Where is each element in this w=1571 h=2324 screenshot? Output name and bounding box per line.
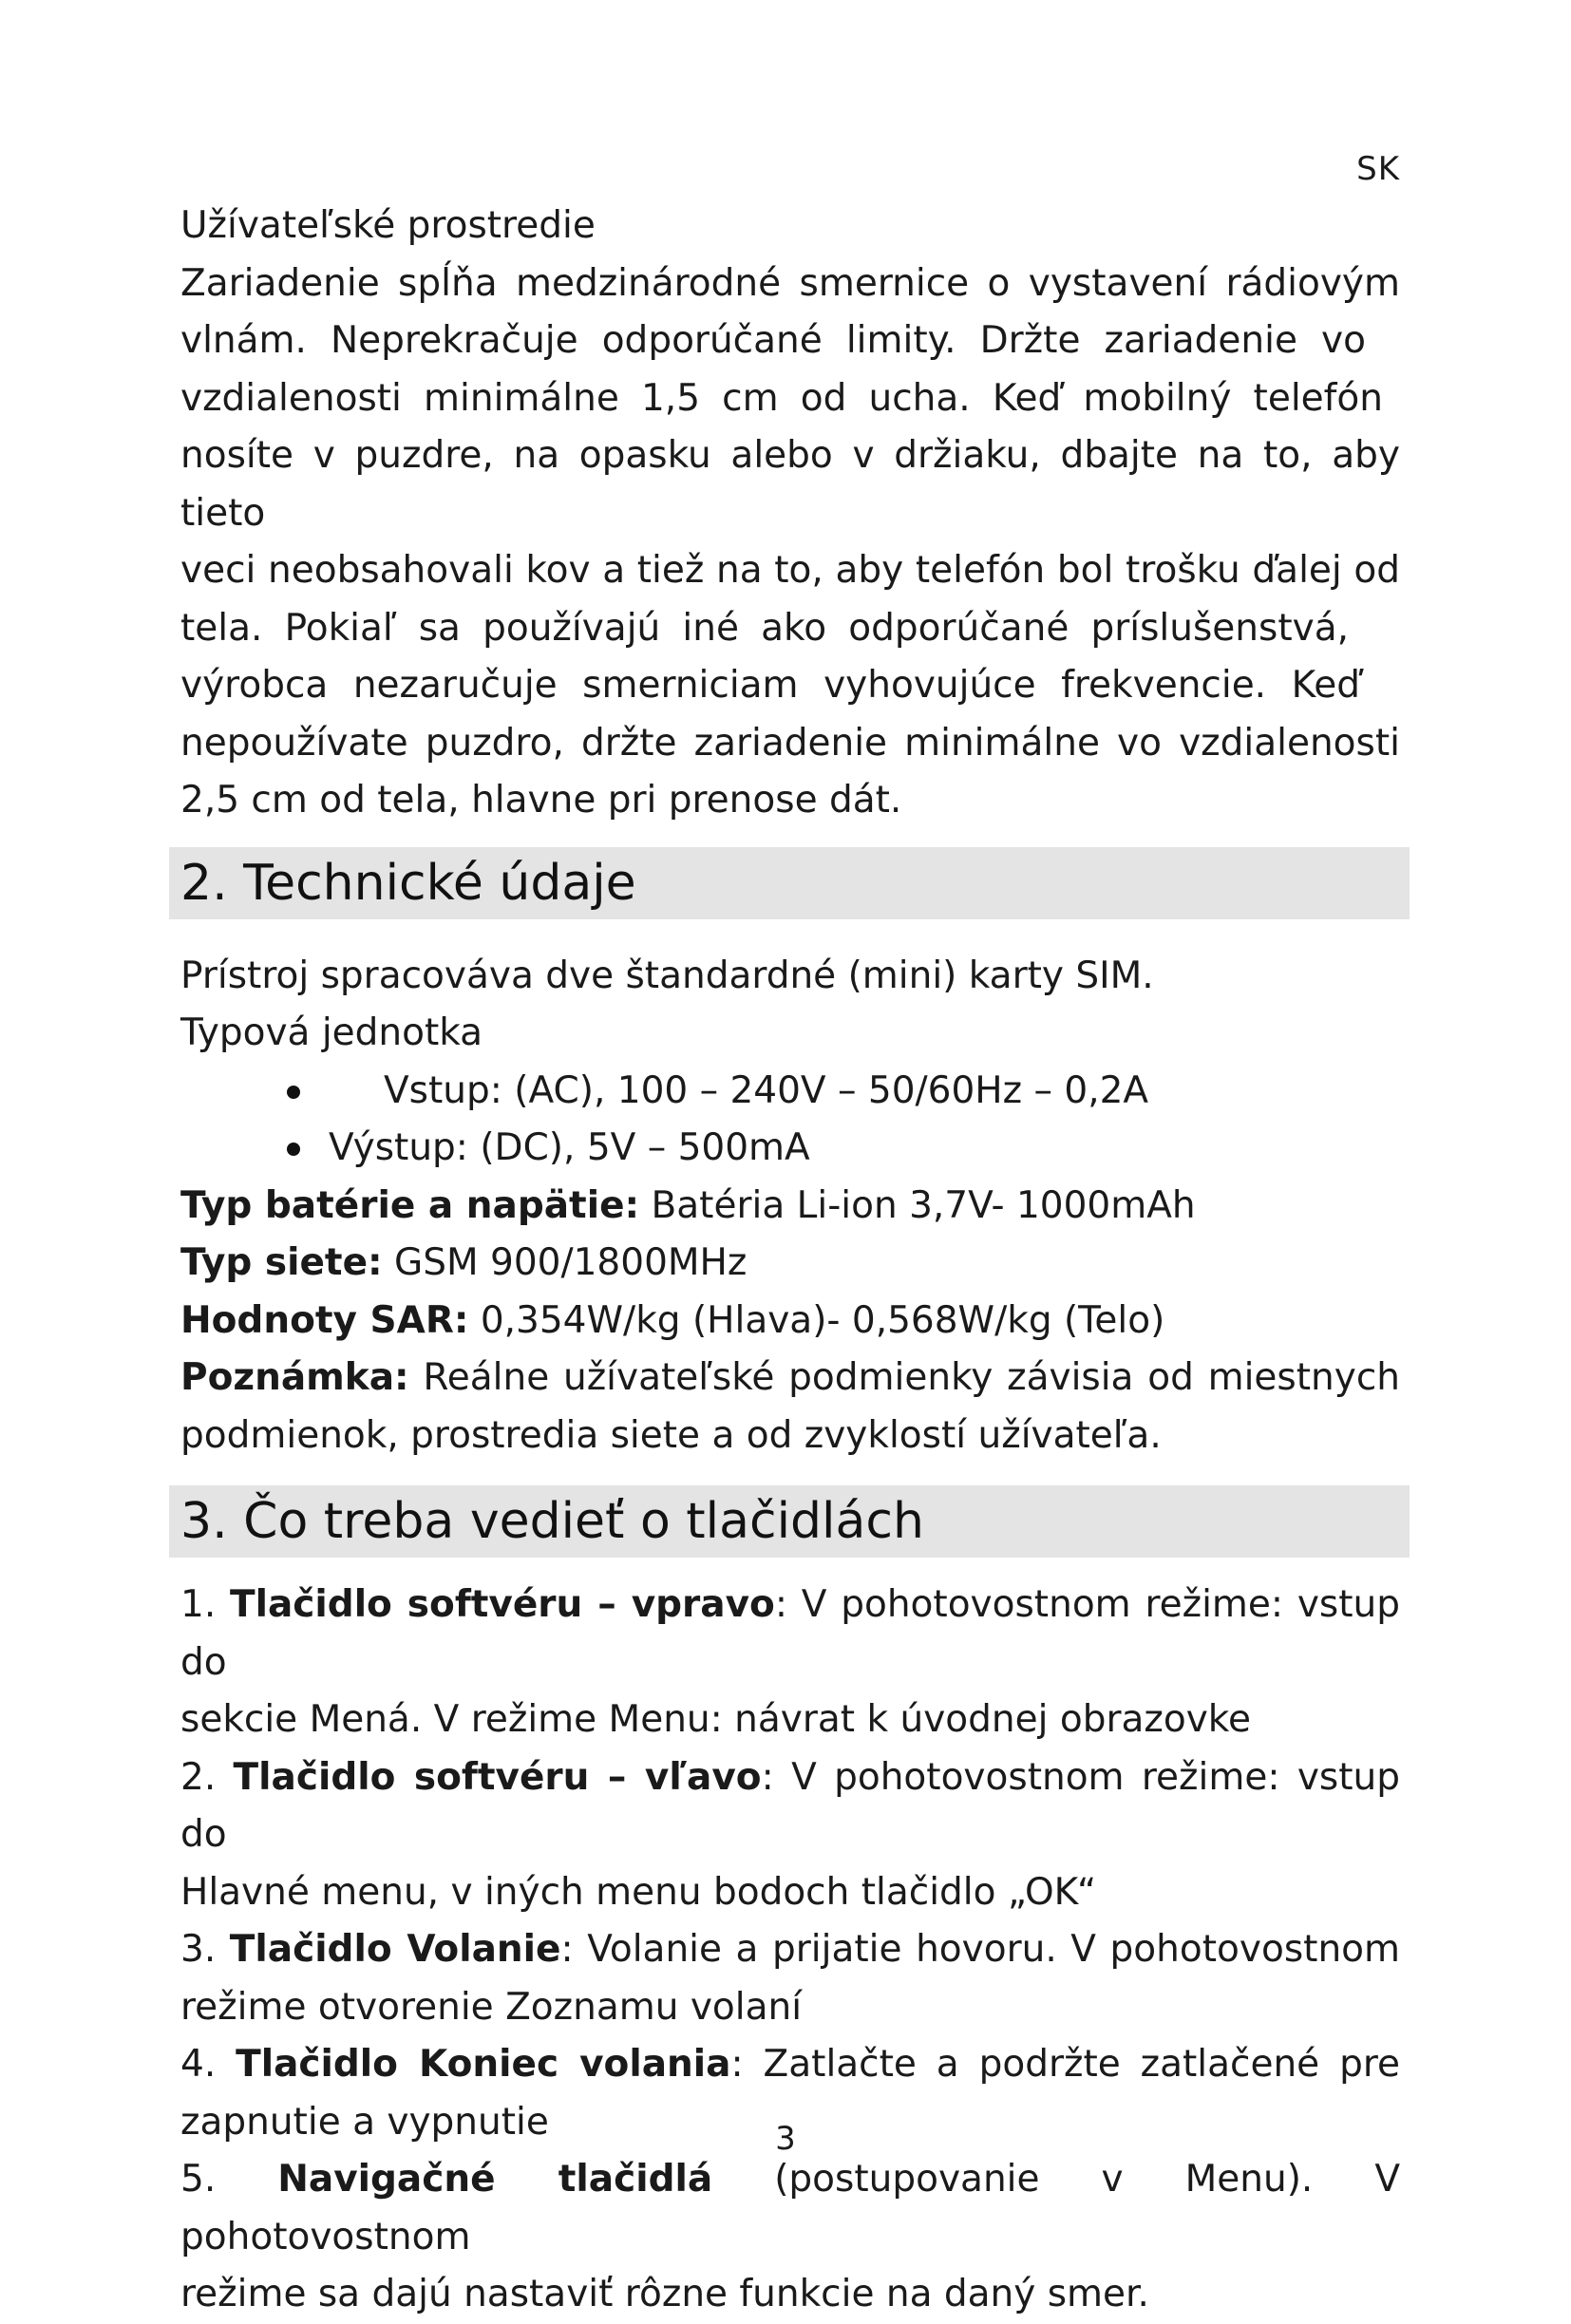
item-number: 1. xyxy=(180,1583,230,1626)
button-item xyxy=(180,1921,1400,1979)
section-heading-technical: 2. Technické údaje xyxy=(169,847,1410,919)
note-line xyxy=(180,1350,1400,1408)
intro-line: tela. Pokiaľ sa používajú iné ako odporúčané príslušenstvá, xyxy=(180,606,1349,650)
battery-value: Batéria Li-ion 3,7V- 1000mAh xyxy=(639,1183,1196,1227)
sar-spec xyxy=(180,1293,1400,1351)
item-label: Tlačidlo softvéru – vľavo xyxy=(233,1755,762,1799)
intro-paragraph xyxy=(180,255,1400,830)
note-label: Poznámka: xyxy=(180,1356,409,1399)
network-value: GSM 900/1800MHz xyxy=(382,1241,748,1284)
intro-line: veci neobsahovali kov a tiež na to, aby telefón bol trošku ďalej od xyxy=(180,549,1400,592)
page-number: 3 xyxy=(775,2120,796,2158)
language-code: SK xyxy=(1356,150,1400,188)
button-item xyxy=(180,2036,1400,2094)
battery-spec xyxy=(180,1178,1400,1236)
item-number: 5. xyxy=(180,2158,278,2201)
button-item-cont: režime sa dajú nastaviť rôzne funkcie na daný smer. xyxy=(180,2273,1149,2315)
note-line: podmienok, prostredia siete a od zvyklostí užívateľa. xyxy=(180,1413,1162,1457)
button-item-cont: zapnutie a vypnutie xyxy=(180,2100,549,2144)
button-item xyxy=(180,1577,1400,1691)
bullet-item xyxy=(180,1120,1400,1178)
intro-line: výrobca nezaručuje smerniciam vyhovujúce frekvencie. Keď xyxy=(180,664,1360,707)
sar-value: 0,354W/kg (Hlava)- 0,568W/kg (Telo) xyxy=(468,1298,1165,1342)
intro-line: vzdialenosti minimálne 1,5 cm od ucha. Keď mobilný telefón xyxy=(180,376,1383,420)
note-text: Reálne užívateľské podmienky závisia od miestnych xyxy=(408,1356,1400,1399)
button-item xyxy=(180,2151,1400,2266)
intro-line: Zariadenie spĺňa medzinárodné smernice o vystavení rádiovým xyxy=(180,261,1400,305)
network-spec xyxy=(180,1235,1400,1293)
item-text: : Zatlačte a podržte zatlačené pre xyxy=(730,2043,1400,2086)
button-item-cont: sekcie Mená. V režime Menu: návrat k úvodnej obrazovke xyxy=(180,1698,1251,1741)
unit-label: Typová jednotka xyxy=(180,1011,483,1054)
item-text: : V pohotovostnom režime: vstup do xyxy=(180,1755,1400,1856)
bullet-text: Vstup: (AC), 100 – 240V – 50/60Hz – 0,2A xyxy=(384,1068,1149,1112)
intro-line: nosíte v puzdre, na opasku alebo v držiaku, dbajte na to, aby tieto xyxy=(180,434,1400,535)
bullet-item xyxy=(180,1063,1400,1121)
intro-line: vlnám. Neprekračuje odporúčané limity. Držte zariadenie vo xyxy=(180,319,1366,362)
sim-info: Prístroj spracováva dve štandardné (mini) karty SIM. xyxy=(180,954,1154,997)
item-label: Tlačidlo softvéru – vpravo xyxy=(230,1583,775,1626)
intro-line: nepoužívate puzdro, držte zariadenie minimálne vo vzdialenosti xyxy=(180,721,1400,765)
item-label: Navigačné tlačidlá xyxy=(277,2158,713,2201)
page-content xyxy=(180,198,1400,2324)
button-item xyxy=(180,1749,1400,1864)
intro-line: 2,5 cm od tela, hlavne pri prenose dát. xyxy=(180,779,902,822)
battery-label: Typ batérie a napätie: xyxy=(180,1183,640,1227)
sar-label: Hodnoty SAR: xyxy=(180,1298,469,1342)
item-label: Tlačidlo Volanie xyxy=(229,1928,561,1971)
item-text: : Volanie a prijatie hovoru. V pohotovostnom xyxy=(560,1928,1401,1971)
button-item-cont: režime otvorenie Zoznamu volaní xyxy=(180,1985,803,2029)
item-number: 3. xyxy=(180,1928,230,1971)
item-number: 4. xyxy=(180,2043,237,2086)
item-label: Tlačidlo Koniec volania xyxy=(236,2043,731,2086)
bullet-text: Výstup: (DC), 5V – 500mA xyxy=(329,1126,810,1169)
item-text: (postupovanie v Menu). V pohotovostnom xyxy=(180,2158,1401,2258)
button-item-cont: Hlavné menu, v iných menu bodoch tlačidlo „OK“ xyxy=(180,1870,1097,1914)
item-text: : V pohotovostnom režime: vstup do xyxy=(180,1583,1400,1684)
bullet-icon xyxy=(287,1086,300,1099)
network-label: Typ siete: xyxy=(180,1241,383,1284)
bullet-icon xyxy=(287,1143,300,1156)
item-number: 2. xyxy=(180,1755,234,1799)
section-heading-buttons: 3. Čo treba vedieť o tlačidlách xyxy=(169,1485,1410,1558)
intro-title: Užívateľské prostredie xyxy=(180,204,596,247)
